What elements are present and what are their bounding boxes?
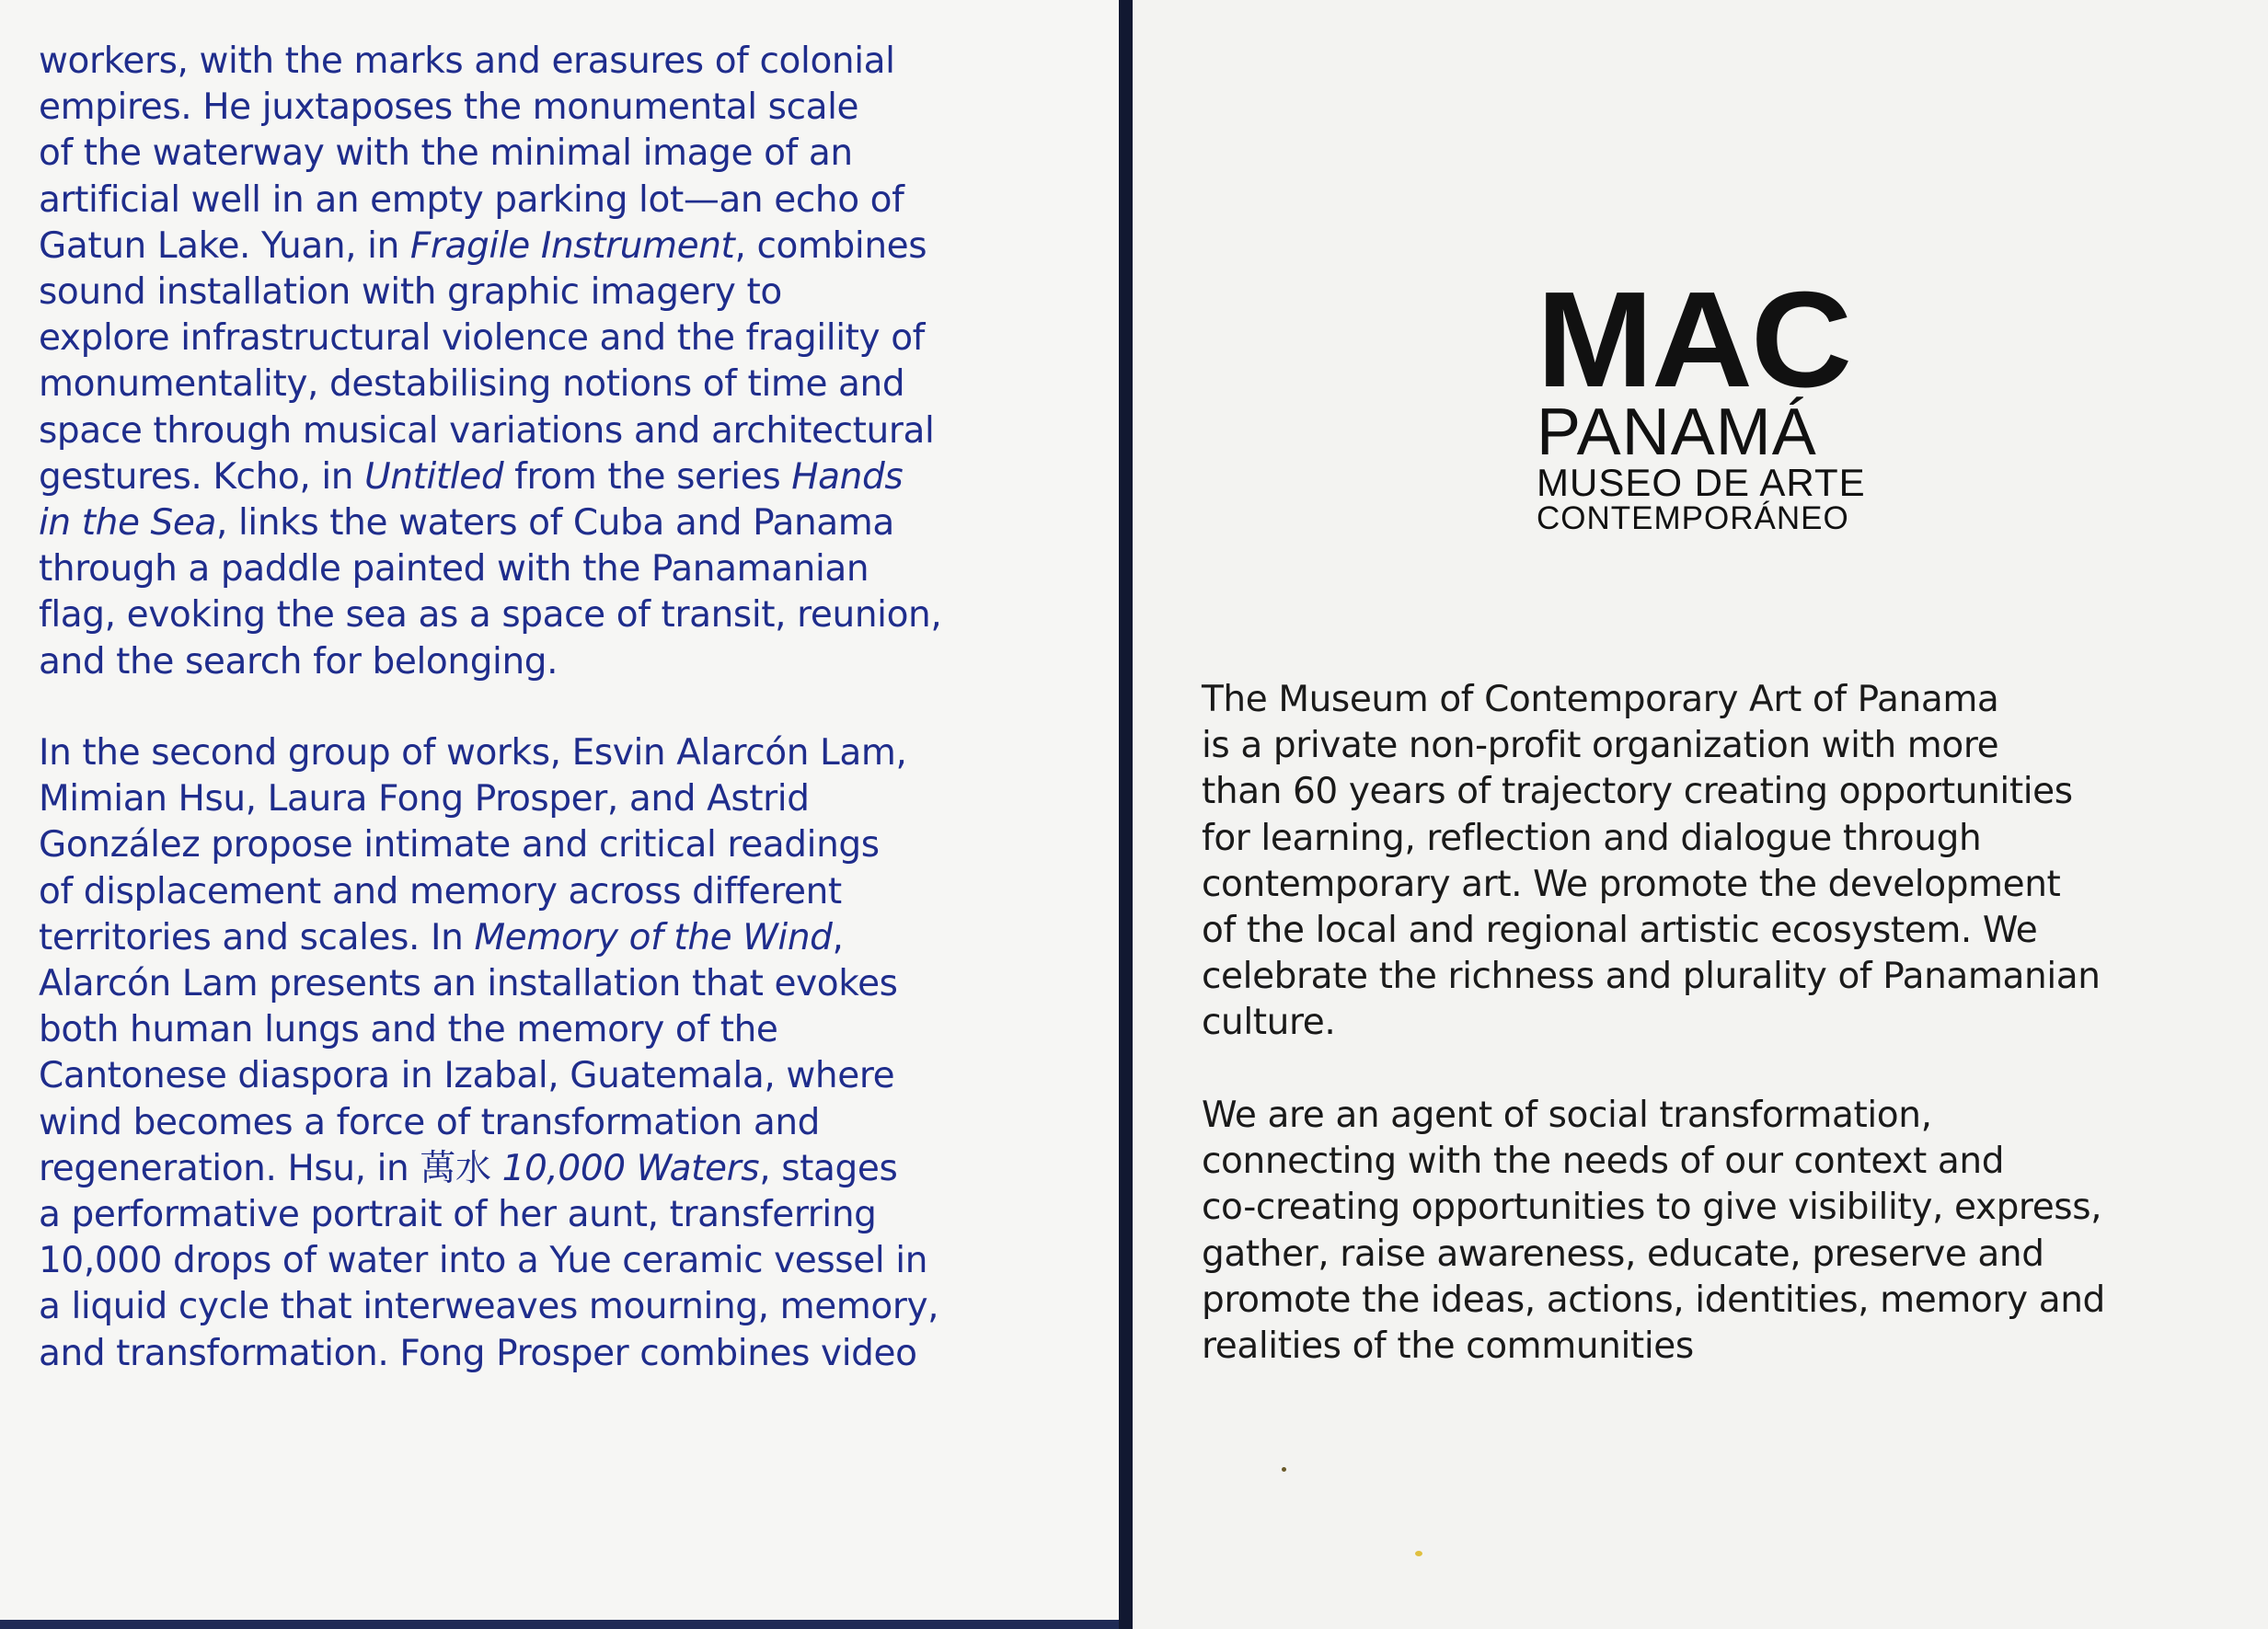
artwork-title: Fragile Instrument (409, 224, 735, 267)
mac-panama-logo (1537, 264, 1923, 536)
text-line: wind becomes a force of transformation and (39, 1101, 821, 1143)
text-line: Mimian Hsu, Laura Fong Prosper, and Astrid (39, 778, 810, 820)
text-line: We are an agent of social transformation, (1202, 1095, 1932, 1136)
text-line: than 60 years of trajectory creating opportunities (1202, 771, 2073, 813)
left-page-edge (0, 1620, 1122, 1629)
text-run: , links the waters of Cuba and Panama (216, 502, 894, 545)
text-line: a liquid cycle that interweaves mourning, memory, (39, 1286, 939, 1328)
text-line: and the search for belonging. (39, 640, 558, 683)
text-run: , (832, 916, 844, 958)
text-line: of the local and regional artistic ecosystem. We (1202, 910, 2038, 952)
text-line (39, 454, 1097, 500)
dust-speck (1282, 1467, 1286, 1472)
text-line: of the waterway with the minimal image of an (39, 132, 853, 175)
logo-museo-de-arte: MUSEO DE ARTE (1537, 461, 1866, 504)
text-line: of displacement and memory across different (39, 870, 842, 912)
booklet-spine (1119, 0, 1133, 1629)
text-line: celebrate the richness and plurality of Panamanian (1202, 956, 2101, 998)
series-title: in the Sea (39, 502, 216, 545)
text-line: flag, evoking the sea as a space of transit, reunion, (39, 594, 942, 637)
logo-mac: MAC (1537, 264, 1850, 416)
text-line: culture. (1202, 1002, 1336, 1044)
text-line: and transformation. Fong Prosper combines video (39, 1332, 917, 1374)
text-run: , stages (759, 1147, 898, 1189)
text-line (39, 1146, 1097, 1192)
text-line: Cantonese diaspora in Izabal, Guatemala, where (39, 1055, 895, 1097)
text-line (39, 915, 1097, 961)
text-run: gestures. Kcho, in (39, 455, 365, 498)
text-line: monumentality, destabilising notions of time and (39, 363, 905, 406)
text-line: a performative portrait of her aunt, transferring (39, 1194, 877, 1236)
text-line: In the second group of works, Esvin Alarcón Lam, (39, 732, 907, 774)
text-line: sound installation with graphic imagery to (39, 271, 782, 314)
series-title: Hands (791, 455, 904, 498)
text-line: through a paddle painted with the Panamanian (39, 548, 869, 591)
artwork-title: Memory of the Wind (474, 916, 833, 958)
text-line: gather, raise awareness, educate, preserve and (1202, 1233, 2044, 1275)
logo-panama: PANAMÁ (1537, 396, 1817, 469)
text-line: The Museum of Contemporary Art of Panama (1202, 679, 1999, 720)
dust-speck (1415, 1551, 1422, 1556)
text-line: empires. He juxtaposes the monumental scale (39, 86, 859, 129)
text-line (39, 500, 1097, 546)
text-line: co-creating opportunities to give visibility, express, (1202, 1187, 2102, 1229)
text-line: explore infrastructural violence and the fragility of (39, 317, 926, 360)
chinese-title: 萬水 (420, 1147, 502, 1189)
text-line: is a private non-profit organization with more (1202, 725, 1999, 767)
text-line: contemporary art. We promote the development (1202, 863, 2061, 905)
artwork-title: 10,000 Waters (501, 1147, 760, 1189)
text-line (39, 224, 1097, 270)
right-paragraph-2 (1202, 1093, 2232, 1370)
text-run: territories and scales. In (39, 916, 475, 958)
artwork-title: Untitled (364, 455, 504, 498)
text-run: Gatun Lake. Yuan, in (39, 224, 410, 267)
text-line: space through musical variations and architectural (39, 409, 935, 452)
text-line: connecting with the needs of our context and (1202, 1141, 2005, 1183)
text-line: promote the ideas, actions, identities, memory and (1202, 1279, 2105, 1321)
text-line: artificial well in an empty parking lot—an echo of (39, 178, 904, 221)
text-run: from the series (503, 455, 792, 498)
text-line: 10,000 drops of water into a Yue ceramic vessel in (39, 1240, 928, 1282)
text-line: realities of the communities (1202, 1325, 1694, 1368)
text-line: workers, with the marks and erasures of colonial (39, 40, 895, 82)
text-line: both human lungs and the memory of the (39, 1009, 778, 1051)
text-line: Alarcón Lam presents an installation that evokes (39, 963, 898, 1005)
logo-contemporaneo: CONTEMPORÁNEO (1537, 500, 1849, 536)
text-run: , combines (734, 224, 927, 267)
text-line: for learning, reflection and dialogue through (1202, 817, 1982, 859)
text-line: González propose intimate and critical readings (39, 824, 880, 866)
left-paragraph-2 (39, 730, 1097, 1377)
right-paragraph-1 (1202, 677, 2232, 1047)
text-run: regeneration. Hsu, in (39, 1147, 420, 1189)
left-paragraph-1 (39, 39, 1097, 685)
